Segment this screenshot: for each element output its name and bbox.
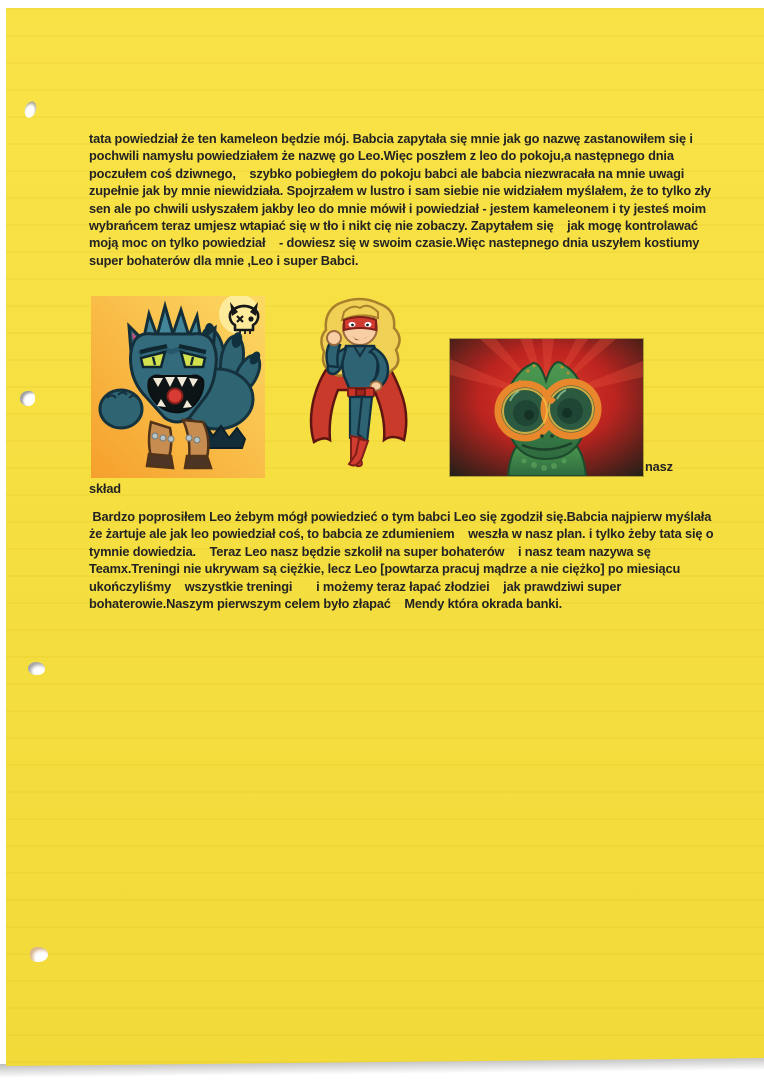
- paragraph-2-line: Bardzo poprosiłem Leo żebym mógł powiedzieć o tym babci Leo się zgodził się.Babcia najpierw myślała: [89, 509, 712, 524]
- werewolf-cartoon-image: [91, 296, 265, 478]
- paragraph-1-line: pochwili namysłu powiedziałem że nazwę go Leo.Więc poszłem z leo do pokoju,a następnego dnia: [89, 148, 674, 164]
- hole-punch: [20, 391, 35, 406]
- paragraph-2-line: ukończyliśmy wszystkie treningi i możemy teraz łapać złodziei jak prawdziwi super: [89, 578, 622, 594]
- paragraph-1-line: moją moc on tylko powiedział - dowiesz się w swoim czasie.Więc nastepnego dnia uszyłem kostiumy: [89, 235, 700, 251]
- hole-punch: [28, 662, 45, 675]
- paragraph-2-line: bohaterowie.Naszym pierwszym celem było złapać Mendy która okrada banki.: [89, 595, 563, 611]
- chameleon-photo-image: [450, 339, 643, 476]
- paragraph-2-line: tymnie dowiedzia. Teraz Leo nasz będzie szkolił na super bohaterów i nasz team nazywa sę: [89, 543, 651, 559]
- paragraph-1-line: sen ale po chwili usłyszałem jakby leo do mnie mówił i powiedział - jestem kameleonem i ty jesteś moim: [89, 200, 706, 216]
- paragraph-2: [89, 508, 714, 612]
- hole-punch: [30, 947, 48, 962]
- paragraph-1-line: poczułem coś dziwnego, szybko pobiegłem do pokoju babci ale babcia niezwracała na mnie uwagi: [89, 165, 685, 181]
- paragraph-1-line: super bohaterów dla mnie ,Leo i super Babci.: [89, 252, 359, 268]
- paragraph-1-line: zupełnie jak by mnie niewidziała. Spojrzałem w lustro i sam siebie nie widziałem myślałem, że to tylko zły: [89, 183, 712, 199]
- superhero-woman-image: [304, 294, 416, 476]
- paragraph-2-line: Teamx.Treningi nie ukrywam są ciężkie, lecz Leo [powtarza pracuj mądrze a nie ciężko] po miesiącu: [89, 561, 681, 577]
- caption-nasz: nasz: [645, 459, 673, 474]
- caption-sklad: skład: [89, 481, 121, 496]
- paragraph-1-line: wybrańcem teraz umjesz wtapiać się w tło i nikt cię nie zobaczy. Zapytałem się jak mogę kontrolawać: [89, 217, 698, 233]
- glasses: [498, 382, 598, 438]
- paragraph-1-line: tata powiedział że ten kameleon będzie mój. Babcia zapytała się mnie jak go nazwę zastanowiłem się i: [89, 131, 693, 146]
- paragraph-1: [89, 130, 712, 269]
- paragraph-2-line: że żartuje ale jak leo powiedział coś, to babcia ze zdumieniem weszła w nasz plan. i tylko żeby tata się o: [89, 526, 714, 542]
